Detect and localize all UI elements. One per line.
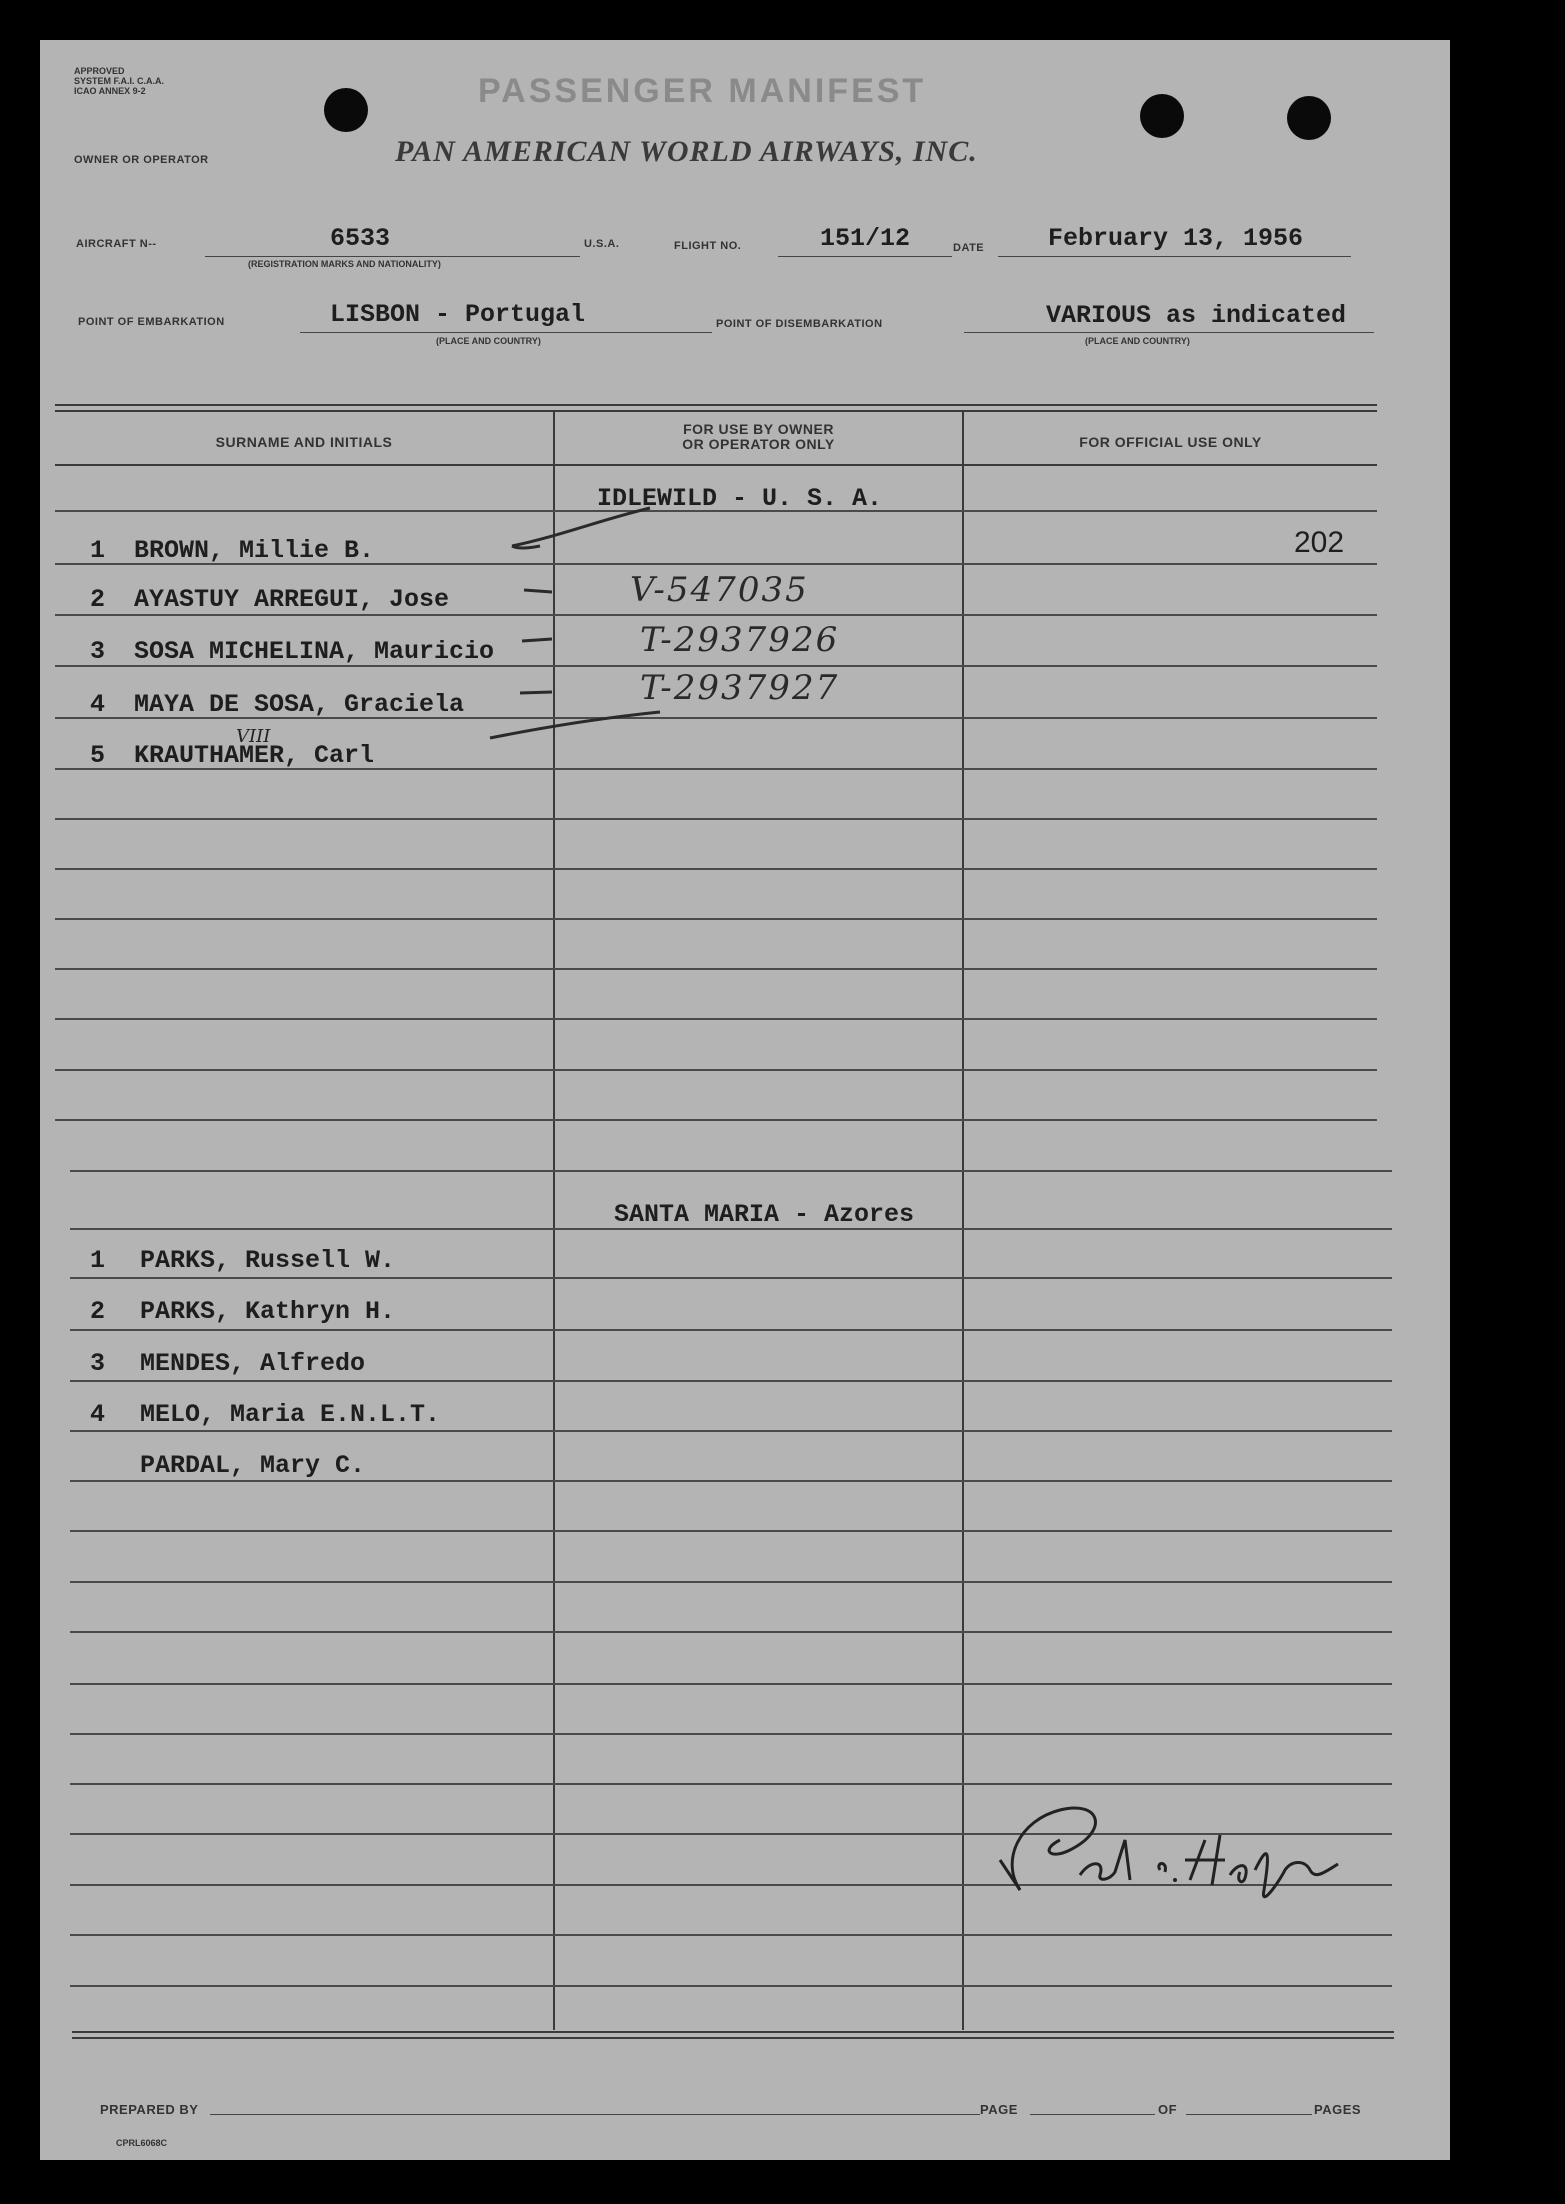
operator-value: T-2937927 [640, 668, 840, 708]
aircraft-value: 6533 [330, 224, 391, 253]
section-destination: SANTA MARIA - Azores [614, 1200, 915, 1229]
passenger-name: PARKS, Russell W. [140, 1246, 396, 1275]
passenger-name: MENDES, Alfredo [140, 1349, 366, 1378]
passenger-name: AYASTUY ARREGUI, Jose [134, 585, 450, 614]
embark-sub: (PLACE AND COUNTRY) [436, 336, 541, 346]
operator-value: T-2937926 [640, 620, 840, 660]
handwritten-annotation: VIII [236, 726, 271, 747]
page-title: PASSENGER MANIFEST [478, 72, 927, 110]
passenger-num: 4 [90, 690, 106, 719]
passenger-num: 4 [90, 1400, 106, 1429]
passenger-num: 5 [90, 741, 106, 770]
passenger-name: KRAUTHAMER, Carl [134, 741, 375, 770]
column-header-official: FOR OFFICIAL USE ONLY [1079, 434, 1262, 450]
column-header-surname: SURNAME AND INITIALS [215, 434, 393, 450]
embark-value: LISBON - Portugal [330, 300, 586, 329]
aircraft-label: AIRCRAFT N-- [76, 238, 157, 250]
passenger-num: 3 [90, 637, 106, 666]
passenger-name: MELO, Maria E.N.L.T. [140, 1400, 441, 1429]
passenger-name: SOSA MICHELINA, Mauricio [134, 637, 495, 666]
signature [980, 1780, 1350, 1920]
of-label: OF [1158, 2102, 1178, 2117]
passenger-num: 1 [90, 1246, 106, 1275]
country-label: U.S.A. [584, 238, 620, 250]
passenger-name: BROWN, Millie B. [134, 536, 375, 565]
passenger-num: 2 [90, 585, 106, 614]
column-header-owner: FOR USE BY OWNER OR OPERATOR ONLY [682, 421, 835, 452]
form-code: CPRL6068C [116, 2138, 168, 2148]
date-label: DATE [953, 242, 985, 254]
disembark-label: POINT OF DISEMBARKATION [716, 318, 883, 330]
flight-label: FLIGHT NO. [674, 240, 742, 252]
section-destination: IDLEWILD - U. S. A. [597, 484, 883, 513]
pages-label: PAGES [1314, 2102, 1362, 2117]
passenger-num: 2 [90, 1297, 106, 1326]
disembark-value: VARIOUS as indicated [1046, 301, 1347, 330]
embark-label: POINT OF EMBARKATION [78, 316, 225, 328]
date-value: February 13, 1956 [1048, 224, 1304, 253]
disembark-sub: (PLACE AND COUNTRY) [1085, 336, 1190, 346]
prepared-by-label: PREPARED BY [100, 2102, 199, 2117]
passenger-name: MAYA DE SOSA, Graciela [134, 690, 465, 719]
passenger-name: PARDAL, Mary C. [140, 1451, 366, 1480]
airline-name: PAN AMERICAN WORLD AIRWAYS, INC. [395, 135, 978, 168]
aircraft-sub: (REGISTRATION MARKS AND NATIONALITY) [248, 259, 441, 269]
flight-value: 151/12 [820, 224, 911, 253]
official-value: 202 [1294, 526, 1345, 559]
passenger-num: 1 [90, 536, 106, 565]
passenger-name: PARKS, Kathryn H. [140, 1297, 396, 1326]
owner-label: OWNER OR OPERATOR [74, 154, 209, 166]
operator-value: V-547035 [630, 570, 809, 610]
approved-note: APPROVED SYSTEM F.A.I. C.A.A. ICAO ANNEX 9-2 [74, 66, 165, 96]
page-label: PAGE [980, 2102, 1018, 2117]
passenger-num: 3 [90, 1349, 106, 1378]
svg-text:Paul C. Hodge: Paul C. Hodge [980, 1780, 988, 1781]
